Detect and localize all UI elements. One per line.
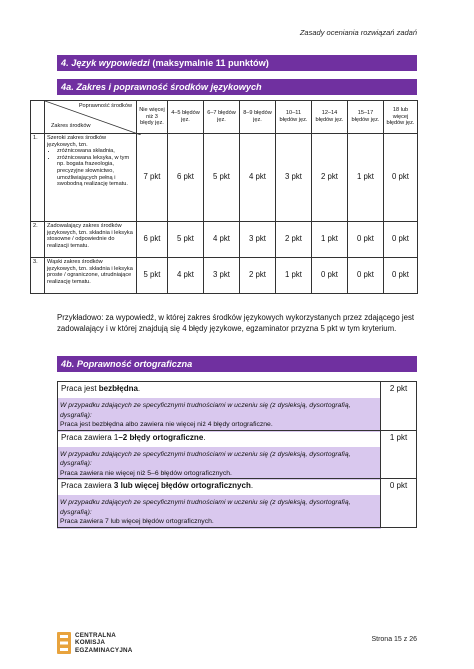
criterion-text: [58, 384, 380, 395]
cke-logo-line: EGZAMINACYJNA: [75, 646, 133, 654]
row-description: [45, 134, 137, 222]
score-cell: 3 pkt: [240, 222, 276, 258]
cke-logo-line: CENTRALNA: [75, 632, 116, 639]
score-cell: 5 pkt: [204, 134, 240, 222]
cke-logo: [57, 632, 133, 654]
score-cell: 2 pkt: [276, 222, 312, 258]
criterion-text-end: .: [137, 384, 141, 393]
score-cell: 2 pkt: [312, 134, 348, 222]
dyslexia-note: [57, 398, 381, 432]
dyslexia-note-text: Praca zawiera 7 lub więcej błędów ortograficznych.: [60, 518, 214, 525]
column-header: 4–5 błędów jęz.: [168, 101, 204, 134]
score-cell: 1 pkt: [348, 134, 384, 222]
criterion-text-bold: 3 lub więcej błędów ortograficznych: [113, 481, 251, 490]
score-cell: 0 pkt: [348, 222, 384, 258]
score-cell: 1 pkt: [312, 222, 348, 258]
cke-logo-text: [75, 632, 133, 654]
criteria-table-4b: [57, 381, 417, 528]
score-cell: 4 pkt: [168, 258, 204, 294]
row-description-list: [47, 148, 134, 188]
criterion-text-end: .: [203, 432, 206, 442]
criterion-text-plain: Praca jest: [61, 384, 99, 393]
section-4b-title: 4b. Poprawność ortograficzna: [57, 356, 417, 372]
dyslexia-note-text: Praca jest bezbłędna albo zawiera nie więcej niż 4 błędy ortograficzne.: [60, 421, 273, 428]
criterion-text-plain: Praca zawiera 1: [61, 432, 119, 442]
column-header: 12–14 błędów jęz.: [312, 101, 348, 134]
score-cell: 4 pkt: [240, 134, 276, 222]
column-header: 6–7 błędów jęz.: [204, 101, 240, 134]
dyslexia-note-heading: W przypadku zdających ze specyficznymi trudnościami w uczeniu się (z dysleksją, dysortografią, dysgrafią):: [60, 402, 351, 419]
header-num-cell: [31, 101, 45, 134]
score-cell: 2 pkt: [240, 258, 276, 294]
score-cell: 0 pkt: [312, 258, 348, 294]
column-header: 8–9 błędów jęz.: [240, 101, 276, 134]
section-4-title: [57, 55, 417, 71]
page-number: Strona 15 z 26: [371, 636, 417, 643]
list-item: • zróżnicowana składnia,: [57, 148, 134, 155]
column-header: 18 lub więcej błędów jęz.: [384, 101, 418, 134]
criterion-text: [58, 481, 380, 492]
column-header: 15–17 błędów jęz.: [348, 101, 384, 134]
score-cell: 6 pkt: [168, 134, 204, 222]
example-paragraph: Przykładowo: za wypowiedź, w której zakres środków językowych wykorzystanych przez zdającego jest zadowalający i w której znajdują się 4 błędy językowe, egzaminator przyzna 5 pkt w tym kryterium.: [57, 313, 415, 333]
row-number: 3.: [31, 258, 45, 294]
score-cell: 6 pkt: [137, 222, 168, 258]
column-header: 10–11 błędów jęz.: [276, 101, 312, 134]
column-header: Nie więcej niż 3 błędy jęz.: [137, 101, 168, 134]
score-cell: 3 pkt: [276, 134, 312, 222]
row-description: Zadowalający zakres środków językowych, tzn. składnia i leksyka stosowne / odpowiednie do realizacji tematu.: [45, 222, 137, 258]
criterion-text: [58, 433, 380, 444]
row-description-intro: Szeroki zakres środków językowych, tzn.: [47, 135, 107, 148]
section-4a-title: 4a. Zakres i poprawność środków językowych: [57, 79, 417, 95]
list-item: • zróżnicowana leksyka, w tym np. bogata frazeologia, precyzyjne słownictwo, umożliwiających pełną i swobodną realizację tematu.: [57, 155, 134, 188]
score-cell: 5 pkt: [137, 258, 168, 294]
row-number: 1.: [31, 134, 45, 222]
score-cell: 1 pkt: [276, 258, 312, 294]
criteria-table-4a: [30, 100, 418, 294]
section-4-title-rest: (maksymalnie 11 punktów): [149, 58, 269, 68]
corner-label-top: Poprawność środków: [78, 103, 132, 109]
criterion-cell: [58, 479, 381, 528]
score-cell: 3 pkt: [204, 258, 240, 294]
score-cell: 7 pkt: [137, 134, 168, 222]
cke-logo-icon: [57, 632, 71, 654]
row-description: Wąski zakres środków językowych, tzn. składnia i leksyka proste / ograniczone, utrudniające realizację tematu.: [45, 258, 137, 294]
dyslexia-note: [57, 495, 381, 529]
score-cell: 1 pkt: [381, 430, 417, 479]
header-corner-cell: [45, 101, 137, 134]
score-cell: 0 pkt: [384, 222, 418, 258]
criterion-cell: [58, 382, 381, 431]
table-row: [31, 258, 418, 294]
score-cell: 5 pkt: [168, 222, 204, 258]
criterion-text-bold: bezbłędna: [98, 384, 138, 393]
dyslexia-note-text: Praca zawiera nie więcej niż 5–6 błędów ortograficznych.: [60, 469, 232, 477]
score-cell: 2 pkt: [381, 382, 417, 431]
score-cell: 4 pkt: [204, 222, 240, 258]
table-row: [58, 382, 417, 431]
criterion-cell: [58, 430, 381, 479]
cke-logo-line: KOMISJA: [75, 639, 106, 647]
dyslexia-note-heading: W przypadku zdających ze specyficznymi trudnościami w uczeniu się (z dysleksją, dysortografią, dysgrafią):: [60, 499, 351, 516]
table-row: [31, 134, 418, 222]
score-cell: 0 pkt: [384, 134, 418, 222]
score-cell: 0 pkt: [381, 479, 417, 528]
corner-label-bottom: Zakres środków: [51, 123, 91, 130]
criterion-text-bold: –2 błędy ortograficzne: [118, 432, 204, 442]
dyslexia-note: [57, 447, 381, 481]
table-row: [58, 479, 417, 528]
row-number: 2.: [31, 222, 45, 258]
table-header-row: [31, 101, 418, 134]
criterion-text-plain: Praca zawiera: [61, 481, 114, 490]
score-cell: 0 pkt: [348, 258, 384, 294]
document-header: Zasady oceniania rozwiązań zadań: [299, 28, 417, 37]
criterion-text-end: .: [250, 481, 254, 490]
table-row: [58, 430, 417, 479]
table-row: [31, 222, 418, 258]
dyslexia-note-heading: W przypadku zdających ze specyficznymi trudnościami w uczeniu się (z dysleksją, dysortografią, dysgrafią):: [60, 450, 351, 467]
section-4-title-lead: 4. Język wypowiedzi: [61, 58, 150, 68]
score-cell: 0 pkt: [384, 258, 418, 294]
